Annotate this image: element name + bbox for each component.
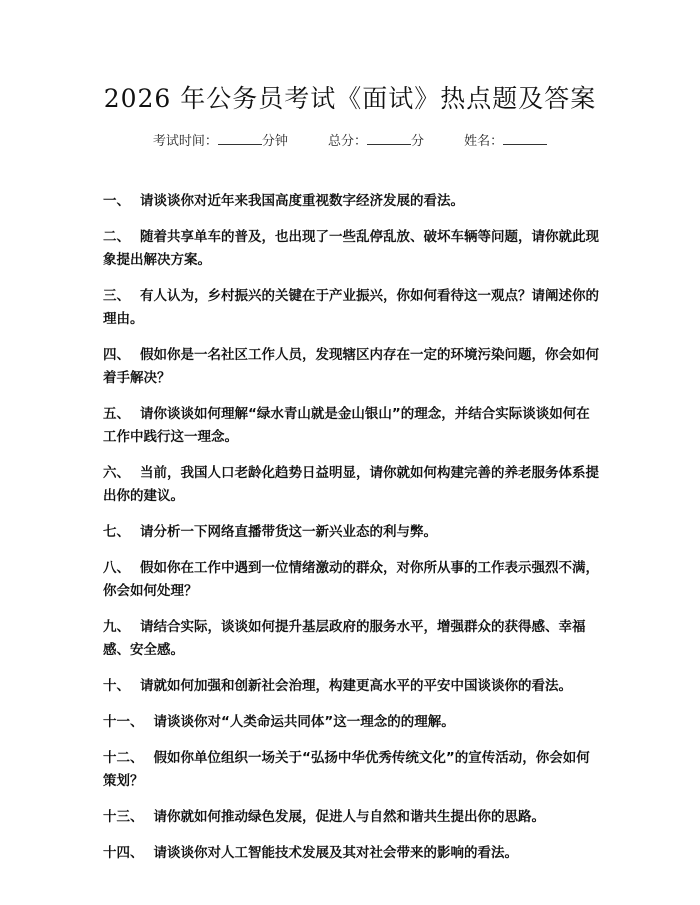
exam-time-field bbox=[153, 132, 288, 151]
question-number: 三、 bbox=[103, 288, 130, 304]
question-item bbox=[103, 226, 603, 272]
question-item bbox=[103, 842, 603, 865]
question-text: 请结合实际，谈谈如何提升基层政府的服务水平，增强群众的获得感、幸福感、安全感。 bbox=[103, 619, 586, 658]
question-text: 有人认为，乡村振兴的关键在于产业振兴，你如何看待这一观点？请阐述你的理由。 bbox=[103, 288, 599, 327]
question-text: 请谈谈你对“人类命运共同体”这一理念的的理解。 bbox=[153, 714, 455, 730]
question-text: 随着共享单车的普及，也出现了一些乱停乱放、破坏车辆等问题，请你就此现象提出解决方案。 bbox=[103, 229, 599, 268]
question-number: 十四、 bbox=[103, 845, 144, 861]
document-title: 2026 年公务员考试《面试》热点题及答案 bbox=[103, 84, 597, 113]
question-number: 七、 bbox=[103, 524, 130, 540]
total-score-unit: 分 bbox=[411, 134, 425, 149]
exam-time-unit: 分钟 bbox=[261, 134, 288, 149]
question-item bbox=[103, 521, 603, 544]
total-score-label: 总分： bbox=[327, 134, 367, 149]
question-list bbox=[103, 190, 603, 878]
question-item bbox=[103, 462, 603, 508]
question-number: 十二、 bbox=[103, 750, 144, 766]
question-number: 六、 bbox=[103, 465, 130, 481]
question-number: 一、 bbox=[103, 193, 130, 209]
question-number: 五、 bbox=[103, 406, 130, 422]
question-text: 假如你在工作中遇到一位情绪激动的群众，对你所从事的工作表示强烈不满，你会如何处理？ bbox=[103, 560, 599, 599]
question-text: 假如你是一名社区工作人员，发现辖区内存在一定的环境污染问题，你会如何着手解决？ bbox=[103, 347, 599, 386]
question-item bbox=[103, 344, 603, 390]
question-number: 八、 bbox=[103, 560, 130, 576]
question-text: 请谈谈你对人工智能技术发展及其对社会带来的影响的看法。 bbox=[153, 845, 518, 861]
question-number: 九、 bbox=[103, 619, 130, 635]
question-text: 请你谈谈如何理解“绿水青山就是金山银山”的理念，并结合实际谈谈如何在工作中践行这一理念。 bbox=[103, 406, 590, 445]
question-item bbox=[103, 711, 603, 734]
question-text: 请分析一下网络直播带货这一新兴业态的利与弊。 bbox=[140, 524, 437, 540]
total-score-blank bbox=[367, 132, 411, 145]
name-field bbox=[464, 132, 547, 151]
question-text: 当前，我国人口老龄化趋势日益明显，请你就如何构建完善的养老服务体系提出你的建议。 bbox=[103, 465, 599, 504]
question-item bbox=[103, 190, 603, 213]
question-number: 四、 bbox=[103, 347, 130, 363]
total-score-field bbox=[328, 132, 424, 151]
question-text: 假如你单位组织一场关于“弘扬中华优秀传统文化”的宣传活动，你会如何策划？ bbox=[103, 750, 590, 789]
name-label: 姓名： bbox=[464, 134, 504, 149]
question-item bbox=[103, 557, 603, 603]
question-text: 请就如何加强和创新社会治理，构建更高水平的平安中国谈谈你的看法。 bbox=[140, 678, 572, 694]
exam-info-line bbox=[0, 132, 700, 151]
exam-time-label: 考试时间： bbox=[152, 134, 218, 149]
question-item bbox=[103, 806, 603, 829]
question-number: 十一、 bbox=[103, 714, 144, 730]
name-blank bbox=[503, 132, 547, 145]
question-number: 十三、 bbox=[103, 809, 144, 825]
question-item bbox=[103, 675, 603, 698]
question-text: 请谈谈你对近年来我国高度重视数字经济发展的看法。 bbox=[140, 193, 464, 209]
exam-time-blank bbox=[218, 132, 262, 145]
question-item bbox=[103, 616, 603, 662]
question-number: 十、 bbox=[103, 678, 130, 694]
question-number: 二、 bbox=[103, 229, 130, 245]
question-item bbox=[103, 747, 603, 793]
question-item bbox=[103, 285, 603, 331]
question-item bbox=[103, 403, 603, 449]
question-text: 请你就如何推动绿色发展，促进人与自然和谐共生提出你的思路。 bbox=[153, 809, 545, 825]
